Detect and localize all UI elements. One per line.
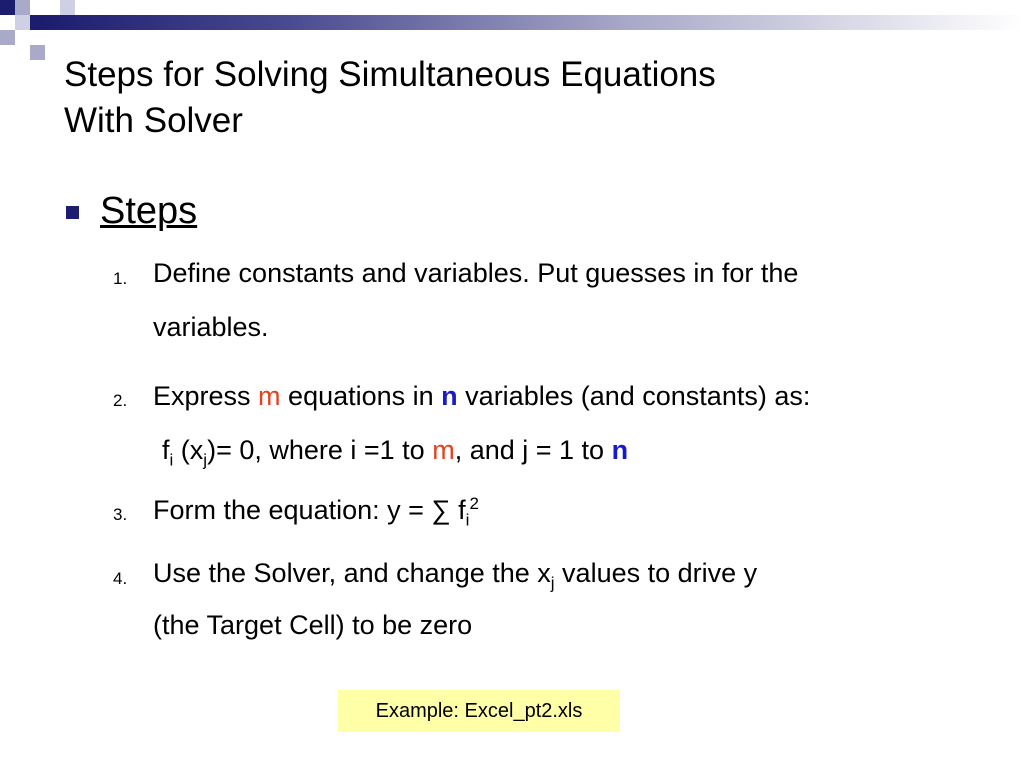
text: values to drive y xyxy=(554,558,758,588)
step-number: 2. xyxy=(113,391,128,410)
step-4-line-1 xyxy=(153,558,757,593)
step-1-line-1: Define constants and variables. Put guesses in for the xyxy=(153,258,799,288)
title-line-2: With Solver xyxy=(64,101,243,140)
variable-n: n xyxy=(611,435,629,465)
step-number: 1. xyxy=(113,269,128,288)
text: )= 0, where i =1 to xyxy=(207,435,433,465)
decor-square xyxy=(15,15,30,30)
text: f xyxy=(162,435,170,465)
text: , and j = 1 to xyxy=(454,435,612,465)
text: equations in xyxy=(280,381,442,411)
text: (x xyxy=(173,435,204,465)
variable-m: m xyxy=(432,435,455,465)
decor-square xyxy=(0,30,15,45)
subscript-i: i xyxy=(169,450,174,470)
subscript-j: j xyxy=(203,450,208,470)
example-note: Example: Excel_pt2.xls xyxy=(338,690,620,732)
header-gradient-bar xyxy=(44,15,1024,30)
decor-square xyxy=(15,0,30,15)
decor-square xyxy=(30,45,45,60)
step-1-line-2: variables. xyxy=(153,312,269,342)
text: variables (and constants) as: xyxy=(457,381,811,411)
title-line-1: Steps for Solving Simultaneous Equations xyxy=(64,55,716,94)
step-2-line-2 xyxy=(162,435,628,470)
decor-square xyxy=(0,0,15,15)
step-2-line-1 xyxy=(153,381,810,412)
subscript-i: i xyxy=(465,510,470,530)
slide-title xyxy=(64,52,716,144)
variable-n: n xyxy=(441,381,458,411)
step-3-line-1 xyxy=(153,494,479,530)
step-number: 3. xyxy=(113,505,128,524)
text: Use the Solver, and change the x xyxy=(153,558,551,588)
text: Express xyxy=(153,381,259,411)
bullet-square-icon xyxy=(66,206,79,219)
text: Form the equation: y = ∑ f xyxy=(153,495,466,525)
steps-heading: Steps xyxy=(100,190,198,232)
superscript-2: 2 xyxy=(469,494,479,513)
variable-m: m xyxy=(258,381,281,411)
decor-square xyxy=(30,15,45,30)
decor-square xyxy=(60,0,75,15)
step-4-line-2: (the Target Cell) to be zero xyxy=(153,610,473,640)
step-number: 4. xyxy=(113,569,128,588)
subscript-j: j xyxy=(550,573,555,593)
